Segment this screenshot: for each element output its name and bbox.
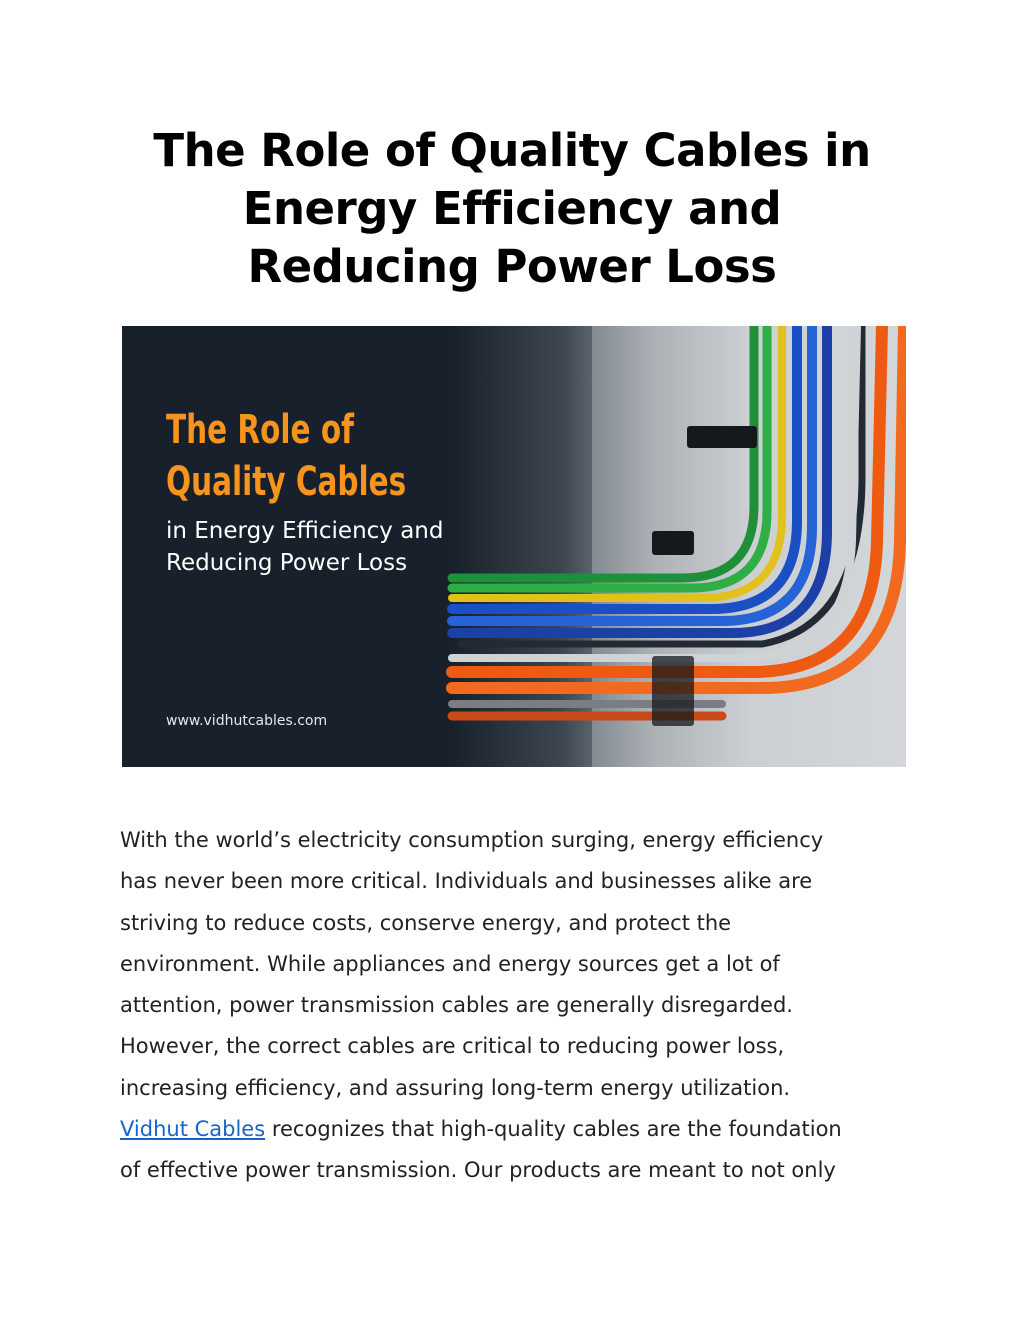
banner-subheading xyxy=(166,515,443,579)
banner-subheading-line-2: Reducing Power Loss xyxy=(166,550,408,576)
banner-heading xyxy=(166,404,406,508)
body-line: of effective power transmission. Our products are meant to not only xyxy=(120,1158,836,1183)
vidhut-cables-link[interactable]: Vidhut Cables xyxy=(120,1117,266,1142)
banner-url: www.vidhutcables.com xyxy=(166,713,328,729)
body-line: has never been more critical. Individuals and businesses alike are xyxy=(120,869,813,894)
body-line: increasing efficiency, and assuring long-term energy utilization. xyxy=(120,1075,791,1100)
hero-banner-image xyxy=(122,326,906,767)
body-paragraph xyxy=(120,820,920,1192)
page-title-line-1: The Role of Quality Cables in xyxy=(153,124,871,177)
body-line-rest: recognizes that high-quality cables are the foundation xyxy=(265,1117,842,1142)
body-line: With the world’s electricity consumption surging, energy efficiency xyxy=(120,828,824,852)
body-line: However, the correct cables are critical to reducing power loss, xyxy=(120,1034,785,1059)
page-title xyxy=(100,122,924,296)
banner-subheading-line-1: in Energy Efficiency and xyxy=(166,518,444,544)
body-line: environment. While appliances and energy sources get a lot of xyxy=(120,951,780,976)
banner-heading-line-2: Quality Cables xyxy=(166,459,407,505)
body-line: attention, power transmission cables are generally disregarded. xyxy=(120,993,793,1018)
body-line: striving to reduce costs, conserve energy, and protect the xyxy=(120,910,732,935)
page-title-line-2: Energy Efficiency and xyxy=(242,182,782,235)
page-title-line-3: Reducing Power Loss xyxy=(247,240,777,293)
banner-heading-line-1: The Role of xyxy=(166,407,354,453)
body-line-with-link xyxy=(120,1109,920,1150)
